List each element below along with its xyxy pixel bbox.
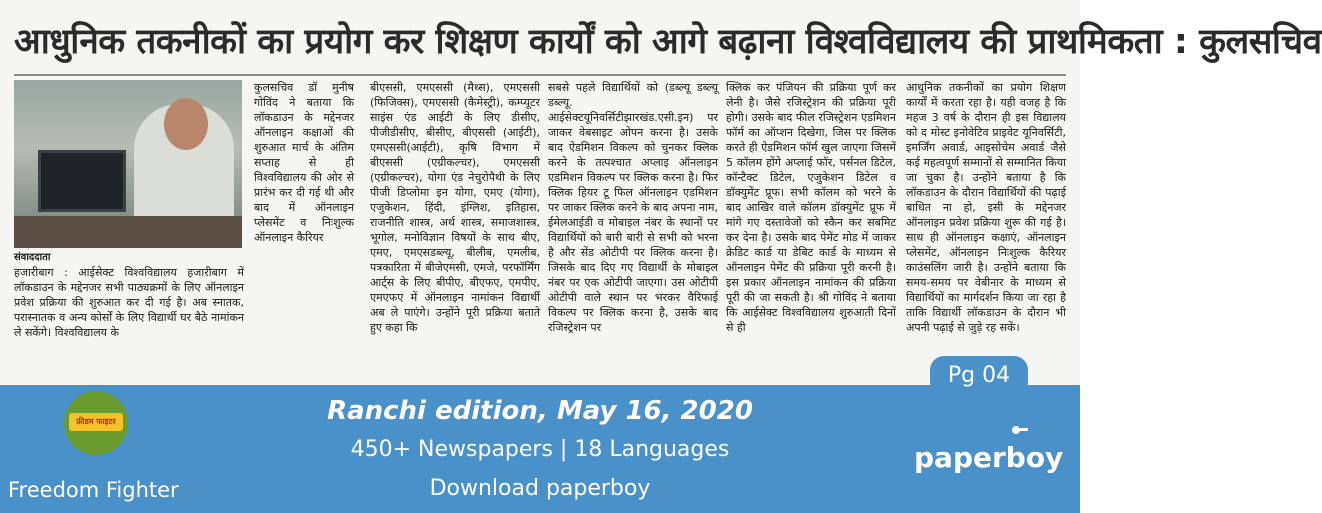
logo-text: फ्रीडम फाइटर — [69, 413, 123, 431]
article-column-3 — [370, 80, 540, 380]
article-column-2 — [254, 80, 354, 380]
page-number-badge: Pg 04 — [930, 356, 1028, 396]
column-5-text: क्लिक कर पंजियन की प्रक्रिया पूर्ण कर लेनी है। जैसे रजिस्ट्रेशन की प्रक्रिया पूरी होगी। उसके बाद फील रजिस्ट्रेशन एडमिशन फॉर्म का ऑप्शन दिखेगा, जिस पर क्लिक करते ही ऐडमिशन फॉर्म खुल जाएगा जिसमें 5 कॉलम होंगे अप्लाई फॉर, पर्सनल डिटेल, कॉन्टैक्ट डिटेल, एजुकेशन डिटेल व डॉक्युमेंट प्रूफ। सभी कॉलम को भरने के बाद आखिर वाले कॉलम डॉक्युमेंट प्रूफ में मांगे गए दस्तावेजों को स्कैन कर सबमिट कर देना है। उसके बाद पेमेंट मोड में जाकर क्रेडिट कार्ड या डेबिट कार्ड के माध्यम से ऑनलाइन पेमेंट की प्रक्रिया पूरी करनी है। इस प्रकार ऑनलाइन नामांकन की प्रक्रिया पूरी की जा सकती है। श्री गोविंद ने बताया कि आईसेक्ट विश्वविद्यालय शुरुआती दिनों से ही — [726, 81, 896, 334]
column-2-text: कुलसचिव डॉ मुनीष गोविंद ने बताया कि लॉकडाउन के मद्देनजर ऑनलाइन कक्षाओं की शुरुआत मार्च के अंतिम सप्ताह से ही विश्वविद्यालय की ओर से प्रारंभ कर दी गई थी और बाद में ऑनलाइन प्लेसमेंट व निःशुल्क ऑनलाइन कैरियर — [254, 81, 354, 244]
article-headline: आधुनिक तकनीकों का प्रयोग कर शिक्षण कार्यों को आगे बढ़ाना विश्वविद्यालय की प्राथमिकता : कुलसचिव — [14, 22, 1322, 62]
column-3-text: बीएससी, एमएससी (मैथ्स), एमएससी (फिजिक्स), एमएससी (कैमेस्ट्री), कम्प्यूटर साइंस एंड आईटी के लिए डीसीए, पीजीडीसीए, बीसीए, बीएससी (आईटी), एमएससी(आईटी), कृषि विभाग में बीएससी (एग्रीकल्चर), एमएससी (एग्रीकल्चर), योगा एंड नेचुरोपैथी के लिए पीजी डिप्लोमा इन योगा, एमए (योगा), एजुकेशन, हिंदी, इंग्लिश, इतिहास, राजनीति शास्त्र, अर्थ शास्त्र, समाजशास्त्र, भूगोल, मनोविज्ञान विषयों के साथ बीए, एमए, एमएसडब्ल्यू, बीलीब, एमलीब, पत्रकारिता में बीजेएमसी, एमजे, परफॉर्मिंग आर्ट्स के लिए बीपीए, बीएफए, एमपीए, एमएफए में ऑनलाइन नामांकन विद्यार्थी अब ले पाएंगे। उन्होंने पूरी प्रक्रिया बताते हुए कहा कि — [370, 81, 540, 334]
article-column-5 — [726, 80, 896, 380]
freedom-fighter-logo[interactable] — [64, 391, 128, 455]
download-link[interactable]: Download paperboy — [429, 476, 651, 501]
headline-divider — [14, 74, 1066, 76]
column-1-text: हजारीबाग : आईसेक्ट विश्वविद्यालय हजारीबाग में लॉकडाउन के मद्देनजर सभी पाठ्यक्रमों के लिए ऑनलाइन प्रवेश प्रक्रिया की शुरुआत कर दी गई है। अब स्नातक, परास्नातक व अन्य कोर्सों के लिए विद्यार्थी घर बैठे नामांकन ले सकेंगे। विश्वविद्यालय के — [14, 266, 244, 339]
edition-title: Ranchi edition, May 16, 2020 — [327, 396, 753, 426]
photo-person-head — [164, 98, 208, 150]
article-column-4 — [548, 80, 718, 380]
paperboy-stats: 450+ Newspapers | 18 Languages — [350, 437, 730, 462]
column-4-text: सबसे पहले विद्यार्थियों को (डब्ल्यू डब्ल्यू डब्ल्यू. आईसेक्टयूनिवर्सिटीझारखंड.एसी.इन) पर जाकर वेबसाइट ओपन करना है। उसके बाद ऐडमिशन विकल्प को चुनकर क्लिक करने के तत्पश्चात अप्लाइ ऑनलाइन एडमिशन विकल्प पर क्लिक करना है। फिर क्लिक हियर टू फिल ऑनलाइन एडमिशन पर जाकर क्लिक करने के बाद अपना नाम, ईमेलआईडी व मोबाइल नंबर के स्थानों पर विद्यार्थियों को बारी बारी से सभी को भरना है और सेंड ओटीपी पर क्लिक करना है। जिसके बाद दिए गए विद्यार्थी के मोबाइल नंबर पर एक ओटीपी जाएगा। उस ओटीपी ओटीपी वाले स्थान पर भरकर वैरिफाई विकल्प पर क्लिक करना है, उसके बाद रजिस्ट्रेशन पर — [548, 81, 718, 334]
photo-monitor — [38, 150, 126, 212]
article-column-6 — [906, 80, 1066, 380]
column-6-text: आधुनिक तकनीकों का प्रयोग शिक्षण कार्यों में करता रहा है। यही वजह है कि महज 3 वर्ष के दौरान ही इस विद्यालय को द मोस्ट इनोवेटिव प्राइवेट यूनिवर्सिटी, इमर्जिंग अवार्ड, आइसोचेम अवार्ड जैसे कई महत्वपूर्ण सम्मानों से सम्मानित किया जा चुका है। उन्होंने बताया है कि लॉकडाउन के दौरान विद्यार्थियों की पढ़ाई बाधित ना हो, इसी के मद्देनजर ऑनलाइन प्रवेश प्रक्रिया शुरू की गई है। साथ ही ऑनलाइन कक्षाएं, ऑनलाइन प्लेसमेंट, ऑनलाइन निःशुल्क कैरियर काउंसलिंग जारी है। उन्होंने बताया कि समय-समय पर वेबीनार के माध्यम से विद्यार्थियों का मार्गदर्शन किया जा रहा है ताकि विद्यार्थी लॉकडाउन के दौरान भी अपनी पढ़ाई से जुड़े रह सकें। — [906, 81, 1066, 334]
article-column-1 — [14, 250, 244, 380]
photo-desk — [14, 216, 242, 248]
article-photo — [14, 80, 242, 248]
paperboy-logo[interactable]: paperboy — [914, 441, 1064, 474]
article-byline: संवाददाता — [14, 252, 51, 263]
newspaper-brand-name: Freedom Fighter — [8, 478, 179, 502]
